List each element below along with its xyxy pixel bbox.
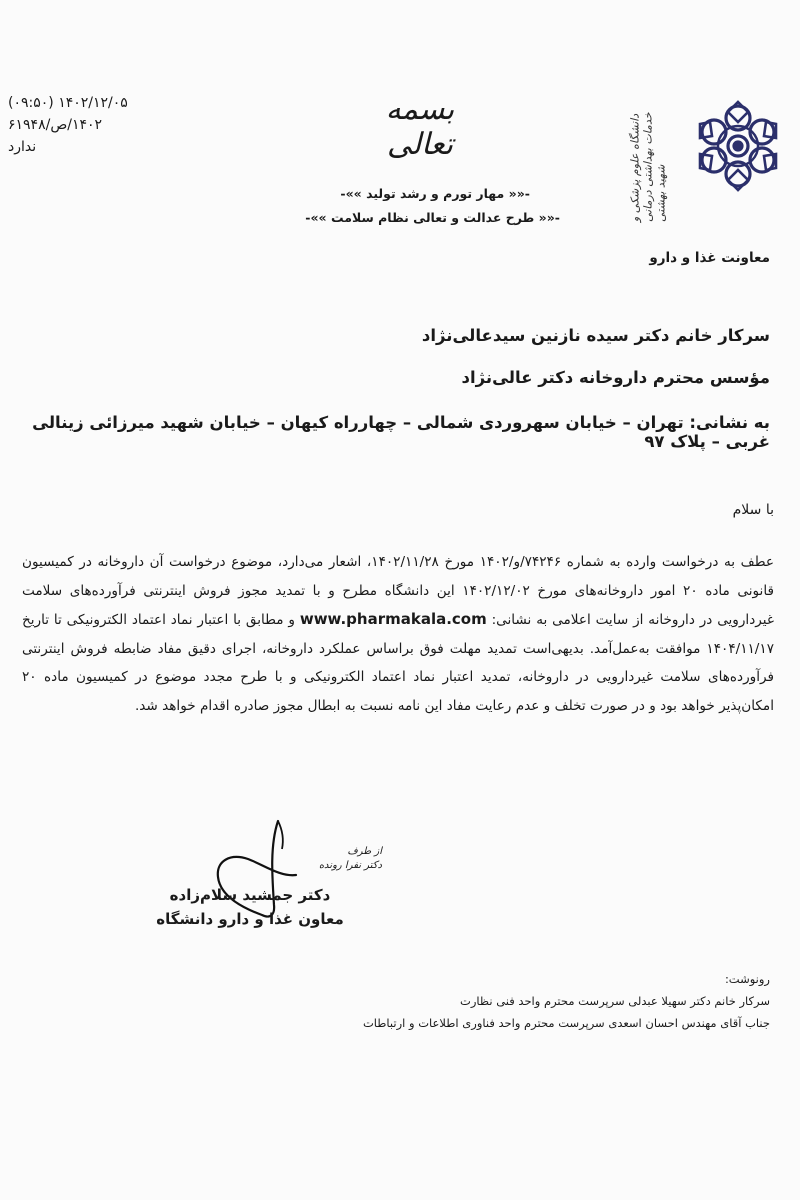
body-text: و مطابق با اعتبار نماد اعتماد الکترونیکی تا تاریخ ۱۴۰۴/۱۱/۱۷ موافقت به‌عمل‌آمد. بدیهی‌است تمدید مهلت فوق براساس عملکرد داروخانه، اجرای دقیق مفاد ضابطه فروش اینترنتی فرآورده‌های سلامت غیردارویی در داروخانه، تمدید اعتبار نماد اعتماد الکترونیکی و با طرح مجدد موضوع در کمیسیون ماده ۲۰ امکان‌پذیر خواهد بود و در صورت تخلف و عدم رعایت مفاد این نامه نسبت به ابطال مجوز صادره اقدام خواهد شد. [22, 612, 774, 714]
greeting: با سلام [732, 502, 774, 518]
on-behalf-note [302, 845, 382, 873]
signatory-title: معاون غذا و دارو دانشگاه [156, 910, 344, 928]
slogan-line: -«« طرح عدالت و تعالی نظام سلامت »»- [305, 210, 560, 225]
reference-block [8, 92, 168, 158]
department-name: معاونت غذا و دارو [649, 250, 770, 266]
signatory-name: دکتر جمشید سلام‌زاده [169, 886, 331, 904]
slogan-line: -«« مهار تورم و رشد تولید »»- [340, 186, 530, 201]
cc-line: سرکار خانم دکتر سهیلا عبدلی سرپرست محترم واحد فنی نظارت [460, 994, 770, 1008]
cc-block [250, 968, 770, 1034]
letter-body [22, 548, 774, 720]
recipient-title: مؤسس محترم داروخانه دکتر عالی‌نژاد [461, 368, 770, 387]
basmala-calligraphy: بسمه تعالی [385, 92, 455, 162]
website-link[interactable]: www.pharmakala.com [299, 610, 487, 628]
cc-line: جناب آقای مهندس احسان اسعدی سرپرست محترم واحد فناوری اطلاعات و ارتباطات [362, 1016, 770, 1030]
cc-heading: رونوشت: [724, 972, 770, 986]
slogans [300, 182, 560, 230]
recipient-address: به نشانی: تهران – خیابان سهروردی شمالی – چهارراه کیهان – خیابان شهید میرزائی زینالی غربی – پلاک ۹۷ [32, 413, 770, 451]
letter-attachment: ندارد [8, 139, 37, 155]
university-name: دانشگاه علوم پزشکی و خدمات بهداشتی درمانی شهید بهشتی [628, 112, 668, 222]
body-text: عطف به درخواست وارده به شماره ۷۴۲۴۶/و/۱۴۰۲ مورخ ۱۴۰۲/۱۱/۲۸، اشعار می‌دارد، موضوع درخواست آن داروخانه در کمیسیون قانونی ماده ۲۰ امور داروخانه‌های مورخ ۱۴۰۲/۱۲/۰۲ این دانشگاه مطرح و با تمدید مجوز فروش اینترنتی فرآورده‌های سلامت غیردارویی در داروخانه از سایت اعلامی به نشانی: [22, 554, 774, 628]
recipient-name: سرکار خانم دکتر سیده نازنین سیدعالی‌نژاد [421, 326, 770, 345]
letter-number: ۱۴۰۲/ص/۶۱۹۴۸ [8, 117, 103, 133]
on-behalf-label: از طرف [347, 846, 382, 857]
on-behalf-name: دکتر نفرا رونده [318, 860, 382, 871]
letter-date: ۱۴۰۲/۱۲/۰۵ (۰۹:۵۰) [8, 95, 128, 111]
signatory-block [150, 883, 350, 931]
